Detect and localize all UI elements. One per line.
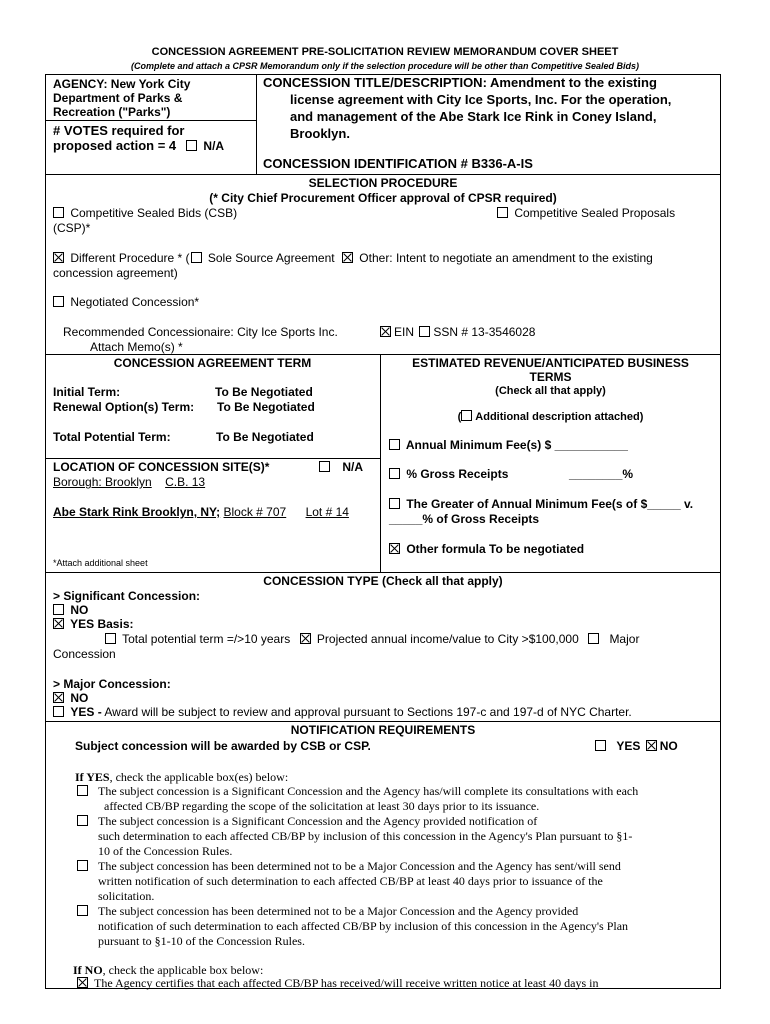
- greater-label: The Greater of Annual Minimum Fee(s of $_____ v.: [406, 497, 694, 511]
- csb-option: [53, 206, 237, 220]
- revenue-heading-1: ESTIMATED REVENUE/ANTICIPATED BUSINESS: [412, 356, 689, 370]
- basis-line: [105, 632, 639, 646]
- csp-label: Competitive Sealed Proposals: [514, 206, 676, 220]
- major-yes-text: Award will be subject to review and approval pursuant to Sections 197-c and 197-d of NYC Charter.: [101, 705, 632, 719]
- location-na-checkbox[interactable]: [319, 461, 330, 472]
- if-no-label: If NO: [73, 963, 103, 977]
- community-board: C.B. 13: [165, 475, 206, 489]
- projected-income-label: Projected annual income/value to City >$100,000: [316, 632, 579, 646]
- different-procedure-label: Different Procedure * (: [70, 251, 190, 265]
- notice-item-2: [77, 814, 537, 828]
- block: Block # 707: [223, 505, 287, 519]
- borough: Borough: Brooklyn: [53, 475, 152, 489]
- significant-no: [53, 603, 88, 617]
- lot: Lot # 14: [305, 505, 349, 519]
- initial-term-value: To Be Negotiated: [215, 385, 313, 399]
- notice-item-2-line2: such determination to each affected CB/BP by inclusion of this concession in the Agency's Plan pursuant to §1-: [98, 829, 633, 843]
- no-item-1: [77, 976, 598, 990]
- major-yes-label: YES -: [70, 705, 102, 719]
- different-procedure-option: [53, 251, 653, 265]
- revenue-heading-2: TERMS: [529, 370, 572, 384]
- total-term-label: Total Potential Term:: [53, 430, 171, 444]
- concession-title-line4: Brooklyn.: [290, 126, 350, 141]
- site-line: [53, 505, 349, 519]
- concession-title-line2: license agreement with City Ice Sports, Inc. For the operation,: [290, 92, 672, 107]
- notice-item-2-checkbox[interactable]: [77, 815, 88, 826]
- revenue-check-all: (Check all that apply): [495, 385, 606, 397]
- gross-receipts-checkbox[interactable]: [389, 468, 400, 479]
- form-title: CONCESSION AGREEMENT PRE-SOLICITATION REVIEW MEMORANDUM COVER SHEET: [151, 46, 619, 58]
- major-no: [53, 691, 88, 705]
- site-name: Abe Stark Rink Brooklyn, NY;: [53, 505, 221, 519]
- csp-abbr: (CSP)*: [53, 221, 91, 235]
- notice-item-3-checkbox[interactable]: [77, 860, 88, 871]
- notice-item-1-line2: affected CB/BP regarding the scope of the solicitation at least 30 days prior to its issuance.: [104, 799, 540, 813]
- major-yes: [53, 705, 632, 719]
- total-term-value: To Be Negotiated: [216, 430, 314, 444]
- ssn-label: SSN # 13-3546028: [433, 325, 536, 339]
- notice-item-4-checkbox[interactable]: [77, 905, 88, 916]
- agency-line3: Recreation ("Parks"): [53, 105, 171, 119]
- significant-no-label: NO: [70, 603, 89, 617]
- renewal-term-label: Renewal Option(s) Term:: [53, 400, 195, 414]
- concession-id: CONCESSION IDENTIFICATION # B336-A-IS: [263, 156, 533, 171]
- negotiated-option: [53, 295, 199, 309]
- notice-item-1: [77, 784, 638, 798]
- votes-na-label: N/A: [203, 139, 225, 153]
- major-heading: > Major Concession:: [53, 677, 171, 691]
- notice-item-4-line3: pursuant to §1-10 of the Concession Rules.: [98, 934, 305, 948]
- ein-label: EIN: [394, 325, 415, 339]
- notice-item-3-line3: solicitation.: [98, 889, 155, 903]
- votes-text: proposed action = 4: [53, 138, 177, 153]
- notice-item-2-line3: 10 of the Concession Rules.: [98, 844, 233, 858]
- initial-term-label: Initial Term:: [53, 385, 121, 399]
- other-checkbox[interactable]: [342, 252, 353, 263]
- notice-item-1-line1: The subject concession is a Significant Concession and the Agency has/will complete its consultations with each: [98, 784, 639, 798]
- gross-receipts-blank: ________%: [569, 467, 634, 481]
- total-term-checkbox[interactable]: [105, 633, 116, 644]
- significant-yes-checkbox[interactable]: [53, 618, 64, 629]
- significant-heading: > Significant Concession:: [53, 589, 201, 603]
- other-formula-option: [389, 542, 584, 556]
- notice-item-3: [77, 859, 621, 873]
- if-yes-text: , check the applicable box(es) below:: [109, 770, 289, 784]
- negotiated-label: Negotiated Concession*: [70, 295, 200, 309]
- major-basis-cont: Concession: [53, 647, 116, 661]
- notice-item-3-line1: The subject concession has been determined not to be a Major Concession and the Agency has sent/will send: [98, 859, 621, 873]
- major-basis-label: Major: [609, 632, 640, 646]
- ein-ssn: [380, 325, 535, 339]
- csb-label: Competitive Sealed Bids (CSB): [70, 206, 238, 220]
- notification-yes-checkbox[interactable]: [595, 740, 606, 751]
- greater-option: [389, 497, 693, 511]
- type-heading: CONCESSION TYPE (Check all that apply): [263, 574, 503, 588]
- projected-income-checkbox[interactable]: [300, 633, 311, 644]
- greater-checkbox[interactable]: [389, 498, 400, 509]
- greater-cont: _____% of Gross Receipts: [389, 512, 540, 526]
- notice-item-2-line1: The subject concession is a Significant Concession and the Agency provided notification of: [98, 814, 538, 828]
- if-no-instruction: [73, 963, 263, 977]
- location-na-label: N/A: [342, 460, 364, 474]
- csb-csp-answer: [595, 739, 678, 753]
- concession-title-line1: CONCESSION TITLE/DESCRIPTION: Amendment to the existing: [263, 75, 657, 90]
- notice-item-1-checkbox[interactable]: [77, 785, 88, 796]
- csp-checkbox[interactable]: [497, 207, 508, 218]
- major-no-label: NO: [70, 691, 89, 705]
- annual-fee-label: Annual Minimum Fee(s) $ ___________: [405, 438, 628, 452]
- agency-line1: AGENCY: New York City: [53, 77, 191, 91]
- major-basis-checkbox[interactable]: [588, 633, 599, 644]
- notification-yes-label: YES: [616, 739, 641, 753]
- additional-desc: [380, 410, 721, 424]
- location-heading: LOCATION OF CONCESSION SITE(S)*: [53, 460, 270, 474]
- notice-item-4: [77, 904, 578, 918]
- selection-note: (* City Chief Procurement Officer approval of CPSR required): [209, 191, 557, 205]
- form-body: [45, 74, 721, 989]
- concession-title-line3: and management of the Abe Stark Ice Rink in Coney Island,: [290, 109, 657, 124]
- selection-heading: SELECTION PROCEDURE: [308, 176, 458, 190]
- if-yes-instruction: [75, 770, 288, 784]
- notification-no-checkbox[interactable]: [646, 740, 657, 751]
- agency-line2: Department of Parks &: [53, 91, 183, 105]
- notice-item-4-line1: The subject concession has been determined not to be a Major Concession and the Agency provided: [98, 904, 579, 918]
- no-item-1-checkbox[interactable]: [77, 977, 88, 988]
- notice-item-4-line2: notification of such determination to each affected CB/BP by inclusion of this concession in the Agency's Plan: [98, 919, 629, 933]
- significant-yes: [53, 617, 134, 631]
- major-yes-checkbox[interactable]: [53, 706, 64, 717]
- additional-desc-paren: (: [457, 411, 462, 423]
- renewal-term-value: To Be Negotiated: [217, 400, 315, 414]
- if-no-text: , check the applicable box below:: [102, 963, 264, 977]
- notice-item-3-line2: written notification of such determination to each affected CB/BP at least 40 days prior to issuance of the: [98, 874, 603, 888]
- no-item-1-line1: The Agency certifies that each affected CB/BP has received/will receive written notice at least 40 days in: [94, 976, 599, 990]
- additional-desc-label: Additional description attached): [475, 411, 644, 423]
- votes-na-checkbox[interactable]: [186, 140, 197, 151]
- other-formula-label: Other formula To be negotiated: [406, 542, 585, 556]
- attach-memo: Attach Memo(s) *: [90, 340, 183, 354]
- if-yes-label: If YES: [75, 770, 110, 784]
- sole-source-checkbox[interactable]: [191, 252, 202, 263]
- location-na: [319, 460, 363, 474]
- annual-fee-checkbox[interactable]: [389, 439, 400, 450]
- different-procedure-checkbox[interactable]: [53, 252, 64, 263]
- other-label: Other: Intent to negotiate an amendment to the existing: [359, 251, 653, 265]
- gross-receipts-label: % Gross Receipts: [406, 467, 509, 481]
- major-no-checkbox[interactable]: [53, 692, 64, 703]
- total-term-basis-label: Total potential term =/>10 years: [122, 632, 291, 646]
- gross-receipts-option: [389, 467, 508, 481]
- sole-source-label: Sole Source Agreement: [207, 251, 335, 265]
- csb-checkbox[interactable]: [53, 207, 64, 218]
- additional-desc-checkbox[interactable]: [461, 410, 472, 421]
- significant-no-checkbox[interactable]: [53, 604, 64, 615]
- borough-line: [53, 475, 205, 489]
- recommended-concessionaire: Recommended Concessionaire: City Ice Sports Inc.: [63, 325, 338, 339]
- annual-fee-option: [389, 438, 628, 452]
- attach-additional-sheet: *Attach additional sheet: [53, 558, 148, 568]
- different-procedure-cont: concession agreement): [53, 266, 178, 280]
- other-formula-checkbox[interactable]: [389, 543, 400, 554]
- ein-checkbox[interactable]: [380, 326, 391, 337]
- csp-option: [497, 206, 675, 220]
- significant-yes-label: YES Basis:: [70, 617, 134, 631]
- notification-no-label: NO: [659, 739, 678, 753]
- negotiated-checkbox[interactable]: [53, 296, 64, 307]
- notification-question: Subject concession will be awarded by CSB or CSP.: [75, 739, 371, 753]
- term-heading: CONCESSION AGREEMENT TERM: [113, 356, 312, 370]
- notification-heading: NOTIFICATION REQUIREMENTS: [290, 723, 476, 737]
- ssn-checkbox[interactable]: [419, 326, 430, 337]
- form-subtitle: (Complete and attach a CPSR Memorandum only if the selection procedure will be other than Competitive Sealed Bids): [130, 61, 640, 71]
- votes-line2: [53, 139, 224, 153]
- votes-line1: # VOTES required for: [53, 123, 185, 138]
